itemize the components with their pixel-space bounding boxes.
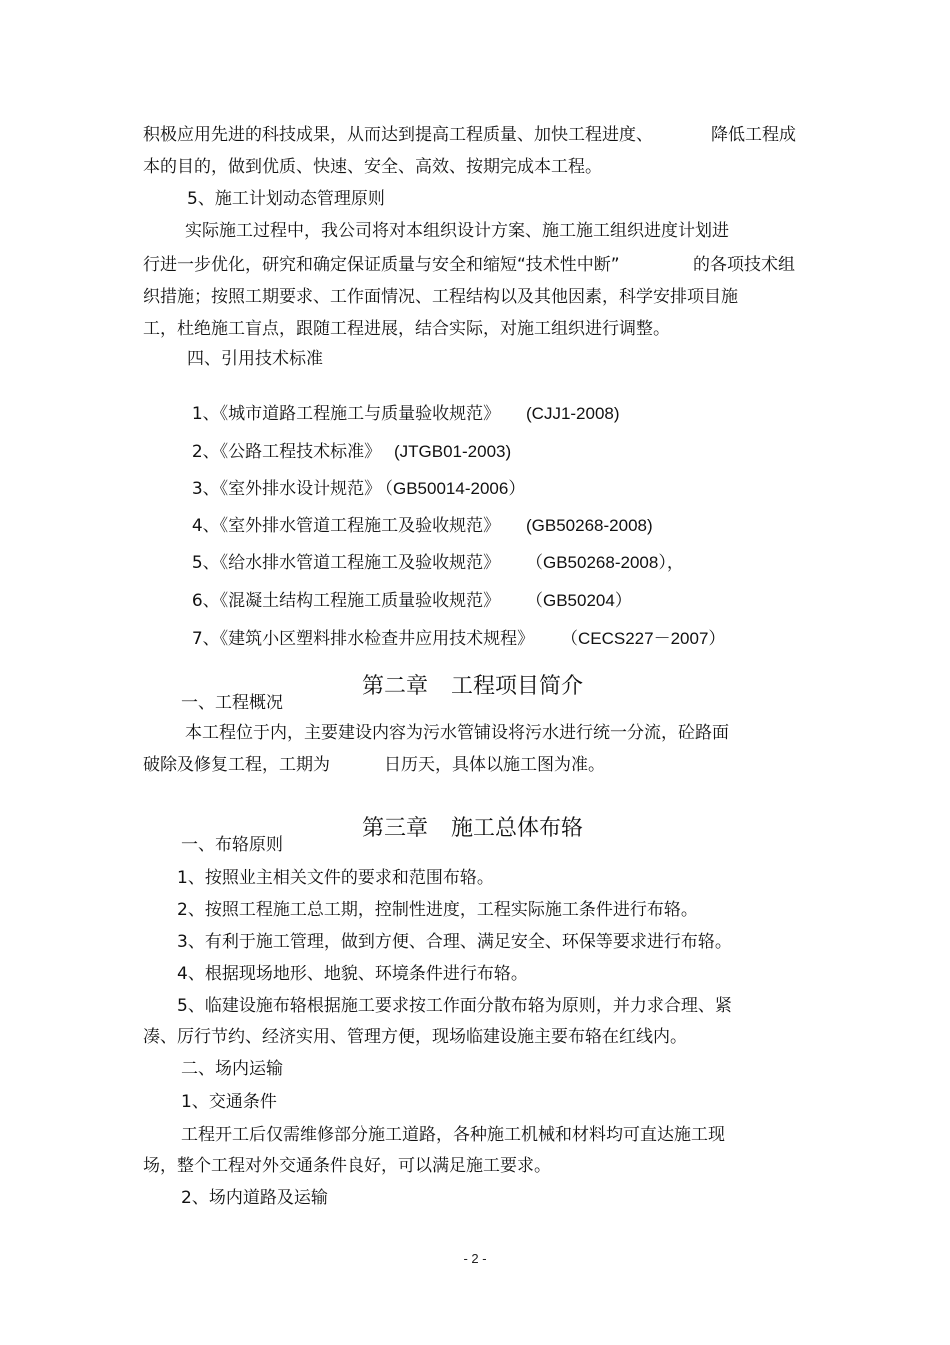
chapter-number: 第三章 xyxy=(362,816,429,841)
standard-code: (JTGB01-2003) xyxy=(394,442,512,461)
standard-code: (GB50268-2008) xyxy=(526,516,653,535)
section-heading: 一、工程概况 xyxy=(181,693,283,713)
page-number: - 2 - xyxy=(463,1251,487,1266)
subsection-heading: 1、交通条件 xyxy=(181,1092,277,1112)
chapter-name: 施工总体布辂 xyxy=(451,816,584,841)
paragraph-line: 破除及修复工程，工期为 xyxy=(143,755,330,775)
list-item: 5、临建设施布辂根据施工要求按工作面分散布辂为原则，并力求合理、紧 xyxy=(177,996,732,1016)
paragraph-line: 实际施工过程中，我公司将对本组织设计方案、施工施工组织进度计划进 xyxy=(185,221,729,241)
chapter-number: 第二章 xyxy=(362,674,429,699)
standard-title: 2、《公路工程技术标准》 xyxy=(191,442,382,462)
standard-title: 3、《室外排水设计规范》 xyxy=(191,479,382,499)
standard-title: 7、《建筑小区塑料排水检查井应用技术规程》 xyxy=(191,629,535,649)
standard-code: （GB50204） xyxy=(526,591,632,610)
paragraph-line: 本的目的，做到优质、快速、安全、高效、按期完成本工程。 xyxy=(143,157,602,177)
subsection-heading: 2、场内道路及运输 xyxy=(181,1188,328,1208)
paragraph-line: 降低工程成 xyxy=(711,125,796,145)
paragraph-line: 织措施；按照工期要求、工作面情况、工程结构以及其他因素，科学安排项目施 xyxy=(143,287,738,307)
section-heading: 二、场内运输 xyxy=(181,1059,283,1079)
standard-code: （CECS227－2007） xyxy=(561,629,726,648)
standard-code: (CJJ1-2008) xyxy=(526,404,620,423)
list-item: 1、按照业主相关文件的要求和范围布辂。 xyxy=(177,868,494,888)
standard-code: （GB50014-2006） xyxy=(376,479,526,498)
standard-title: 1、《城市道路工程施工与质量验收规范》 xyxy=(191,404,501,424)
paragraph-line: 行进一步优化，研究和确定保证质量与安全和缩短“技术性中断” xyxy=(143,255,620,275)
standard-title: 6、《混凝土结构工程施工质量验收规范》 xyxy=(191,591,501,611)
standard-item xyxy=(181,606,726,650)
standard-code: （GB50268-2008）， xyxy=(526,553,684,572)
chapter-name: 工程项目简介 xyxy=(451,674,584,699)
chapter-title xyxy=(348,787,584,843)
paragraph-line: 工，杜绝施工盲点，跟随工程进展，结合实际，对施工组织进行调整。 xyxy=(143,319,670,339)
list-item: 2、按照工程施工总工期，控制性进度，工程实际施工条件进行布辂。 xyxy=(177,900,698,920)
paragraph-line: 场，整个工程对外交通条件良好，可以满足施工要求。 xyxy=(143,1156,551,1176)
paragraph-line: 日历天，具体以施工图为准。 xyxy=(384,755,605,775)
list-item: 4、根据现场地形、地貌、环境条件进行布辂。 xyxy=(177,964,528,984)
paragraph-line: 积极应用先进的科技成果，从而达到提高工程质量、加快工程进度、 xyxy=(143,125,653,145)
chapter-title xyxy=(348,645,584,701)
standard-title: 5、《给水排水管道工程施工及验收规范》 xyxy=(191,553,501,573)
paragraph-line: 凑、厉行节约、经济实用、管理方便，现场临建设施主要布辂在红线内。 xyxy=(143,1027,687,1047)
paragraph-line: 的各项技术组 xyxy=(693,255,795,275)
paragraph-line: 本工程位于内，主要建设内容为污水管铺设将污水进行统一分流，砼路面 xyxy=(185,723,729,743)
standard-title: 4、《室外排水管道工程施工及验收规范》 xyxy=(191,516,501,536)
section-heading: 一、布辂原则 xyxy=(181,835,283,855)
paragraph-line: 工程开工后仅需维修部分施工道路，各种施工机械和材料均可直达施工现 xyxy=(181,1125,725,1145)
section-heading: 5、施工计划动态管理原则 xyxy=(187,189,385,209)
section-heading: 四、引用技术标准 xyxy=(187,349,323,369)
list-item: 3、有利于施工管理，做到方便、合理、满足安全、环保等要求进行布辂。 xyxy=(177,932,732,952)
